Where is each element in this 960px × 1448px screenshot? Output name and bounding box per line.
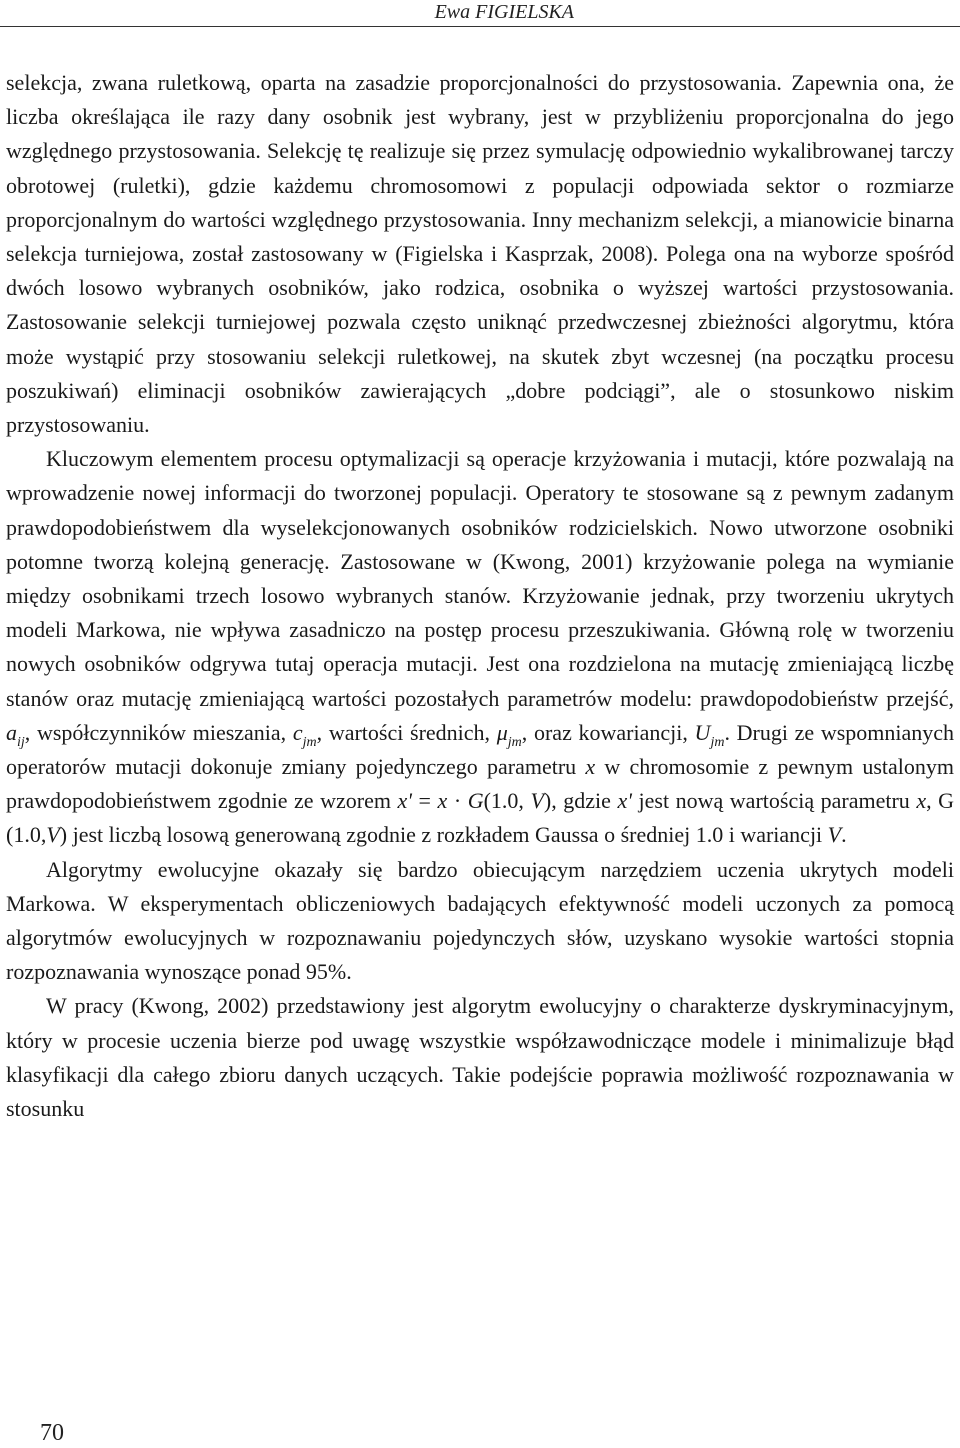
- header-author: Ewa FIGIELSKA: [434, 1, 574, 23]
- paragraph-results: Algorytmy ewolucyjne okazały się bardzo obiecującym narzędziem uczenia ukrytych modeli Markowa. W eksperymentach obliczeniowych badających efektywność modeli uczonych za pomocą algorytmów ewolucyjnych w rozpoznawaniu pojedynczych słów, uzyskano wysokie wartości stopnia rozpoznawania wynoszące ponad 95%.: [6, 856, 954, 985]
- paragraph-discriminative: W pracy (Kwong, 2002) przedstawiony jest algorytm ewolucyjny o charakterze dyskryminacyjnym, który w procesie uczenia bierze pod uwagę wszystkie współzawodniczące modele i minimalizuje błąd klasyfikacji dla całego zbioru danych uczących. Takie podejście poprawia możliwość rozpoznawania w stosunku: [6, 993, 954, 1122]
- paragraph-selection: selekcja, zwana ruletkową, oparta na zasadzie proporcjonalności do przystosowania. Zapewnia ona, że liczba określająca ile razy dany osobnik jest wybrany, jest w przybliżeniu proporcjonalna do jego względnego przystosowania. Selekcję tę realizuje się przez symulację odpowiednio wykalibrowanej tarczy obrotowej (ruletki), gdzie każdemu chromosomowi z populacji odpowiada sektor o rozmiarze proporcjonalnym do wartości względnego przystosowania. Inny mechanizm selekcji, a mianowicie binarna selekcja turniejowa, został zastosowany w (Figielska i Kasprzak, 2008). Polega ona na wyborze spośród dwóch losowo wybranych osobników, jako rodzica, osobnika o wyższej wartości przystosowania. Zastosowanie selekcji turniejowej pozwala często uniknąć przedwczesnej zbieżności algorytmu, która może wystąpić przy stosowaniu selekcji ruletkowej, na skutek zbyt wczesnej (na początku procesu poszukiwań) eliminacji osobników zawierających „dobre podciągi”, ale o stosunkowo niskim przystosowaniu.: [6, 70, 954, 438]
- subscript-jm: jm: [302, 734, 317, 750]
- subscript-ij: ij: [17, 734, 25, 750]
- symbol-x: x: [916, 788, 927, 814]
- subscript-jm: jm: [710, 734, 725, 750]
- symbol-V: V: [827, 822, 842, 848]
- symbol-c: c: [292, 719, 303, 745]
- symbol-mu: μ: [496, 719, 508, 745]
- running-header: [0, 0, 960, 32]
- subscript-jm: jm: [507, 734, 522, 750]
- paragraph-operators: Kluczowym elementem procesu optymalizacji są operacje krzyżowania i mutacji, które pozwalają na wprowadzenie nowej informacji do tworzonej populacji. Operatory te stosowane są z pewnym zadanym prawdopodobieństwem dla wyselekcjonowanych osobników rodzicielskich. Nowo utworzone osobniki potomne tworzą kolejną generację. Zastosowane w (Kwong, 2001) krzyżowanie polega na wymianie między osobnikami trzech losowo wybranych stanów. Krzyżowanie jednak, przy tworzeniu ukrytych modeli Markowa, nie wpływa zasadniczo na postęp procesu przeszukiwania. Główną rolę w tworzeniu nowych osobników odgrywa tutaj operacja mutacji. Jest ona rozdzielona na mutację zmieniającą liczbę stanów oraz mutację zmieniającą wartości pozostałych parametrów modelu: prawdopodobieństw przejść, $a_{ij}$, współczynników mieszania, $c_{jm}$, wartości średnich, $\mu_{jm}$, oraz kowariancji, $U_{jm}$. Drugi ze wspomnianych operatorów mutacji dokonuje zmiany pojedynczego parametru x w chromosomie z pewnym ustalonym prawdopodobieństwem zgodnie ze wzorem x' = x · G(1.0, V), gdzie x' jest nową wartością parametru x, G (1.0,V) jest liczbą losową generowaną zgodnie z rozkładem Gaussa o średniej 1.0 i wariancji V.: [6, 446, 955, 848]
- symbol-x: x: [437, 788, 448, 814]
- header-rule: [0, 26, 960, 27]
- page-number: 70: [40, 1420, 64, 1446]
- symbol-x-prime: x': [617, 788, 632, 814]
- symbol-a: a: [6, 719, 17, 745]
- symbol-x-prime: x': [397, 788, 412, 814]
- symbol-x: x: [585, 754, 596, 780]
- symbol-V: V: [46, 822, 60, 848]
- symbol-G: G: [467, 788, 484, 814]
- symbol-V: V: [530, 788, 544, 814]
- symbol-U: U: [694, 719, 711, 745]
- body-text: [6, 66, 954, 1126]
